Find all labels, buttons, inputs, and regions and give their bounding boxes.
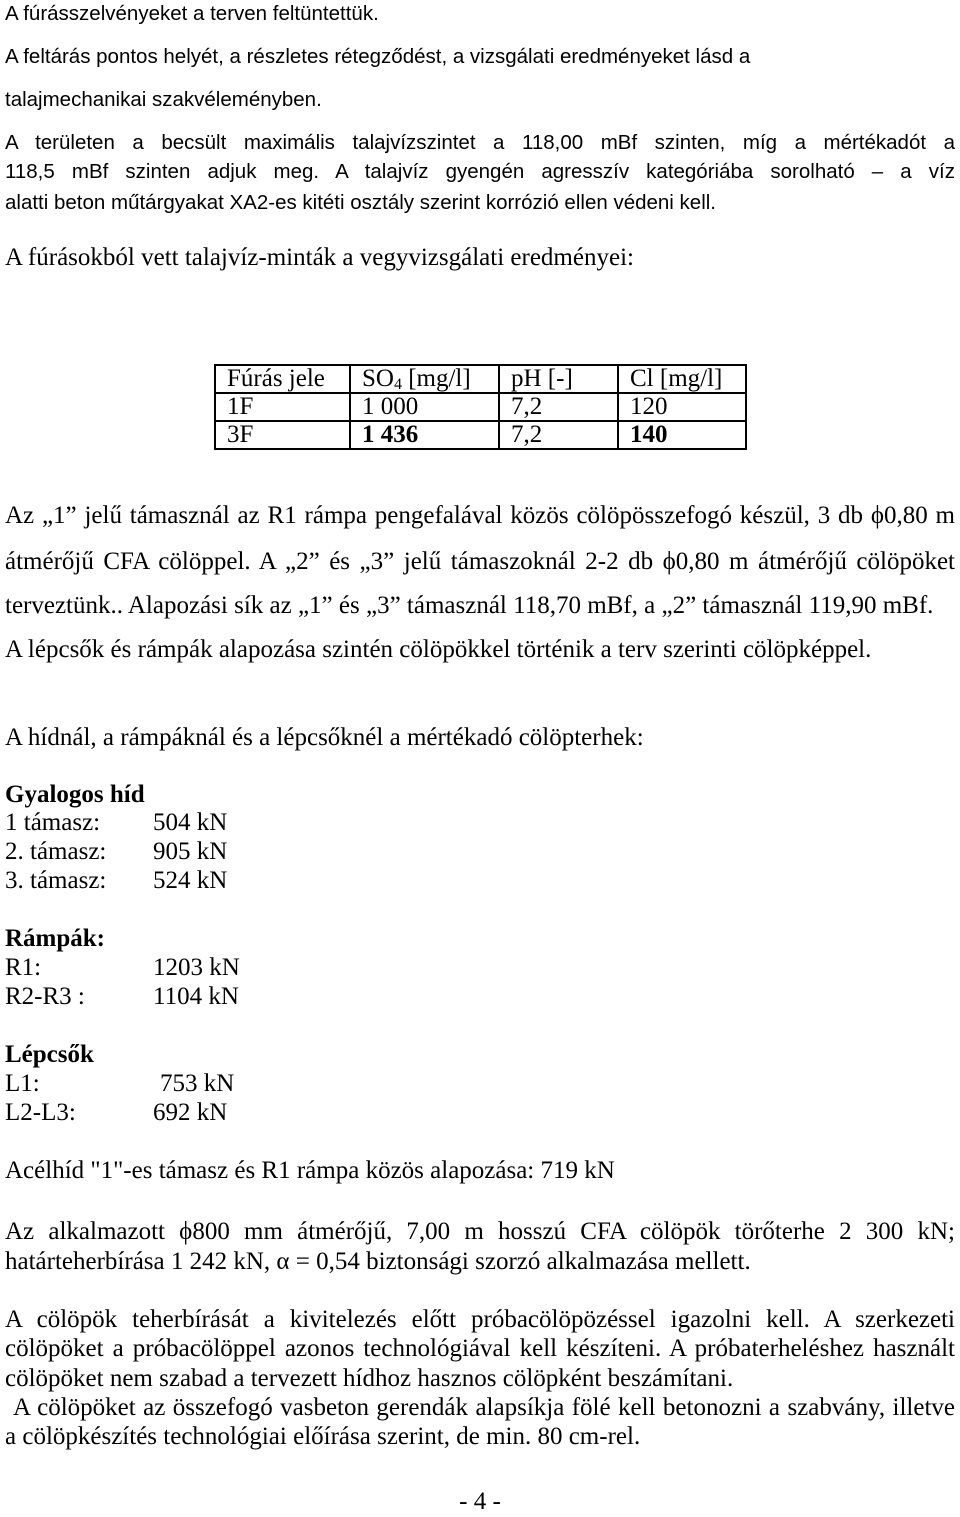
foundation-line: terveztünk.. Alapozási sík az „1” és „3” támasznál 118,70 mBf, a „2” támasznál 119,90 mBf. — [5, 592, 934, 619]
table-row — [215, 393, 746, 421]
foundation-line: Az „1” jelű támasznál az R1 rámpa pengefalával közös cölöpösszefogó készül, 3 db ϕ0,80 m — [5, 502, 955, 529]
cell-ph: 7,2 — [499, 421, 618, 449]
intro-line: A területen a becsült maximális talajvízszintet a 118,00 mBf szinten, míg a mértékadót a — [5, 131, 955, 154]
load-label: L2-L3: — [5, 1099, 76, 1126]
load-group-title: Lépcsők — [5, 1041, 94, 1068]
intro-line: A feltárás pontos helyét, a részletes rétegződést, a vizsgálati eredményeket lásd a — [5, 45, 751, 68]
load-group-title: Gyalogos híd — [5, 781, 145, 808]
load-label: 3. támasz: — [5, 867, 107, 894]
pile-line: Az alkalmazott ϕ800 mm átmérőjű, 7,00 m hosszú CFA cölöpök törőterhe 2 300 kN; — [5, 1218, 955, 1245]
cell-cl: 140 — [618, 421, 746, 449]
intro-line: 118,5 mBf szinten adjuk meg. A talajvíz gyengén agresszív kategóriába sorolható – a víz — [5, 160, 955, 183]
foundation-line: A lépcsők és rámpák alapozása szintén cölöpökkel történik a terv szerinti cölöpképpel. — [5, 636, 872, 663]
header-so4-unit: [mg/l] — [408, 365, 471, 392]
header-so4-symbol: SO — [362, 365, 394, 392]
load-label: R1: — [5, 954, 42, 981]
steel-bridge-load: Acélhíd "1"-es támasz és R1 rámpa közös alapozása: 719 kN — [5, 1157, 615, 1184]
load-value: 524 kN — [153, 867, 228, 894]
intro-line: alatti beton műtárgyakat XA2-es kitéti osztály szerint korrózió ellen védeni kell. — [5, 191, 717, 214]
cell-boring: 3F — [215, 421, 350, 449]
load-value: 1203 kN — [153, 954, 240, 981]
table-row — [215, 421, 746, 449]
load-group-title: Rámpák: — [5, 925, 106, 952]
header-so4 — [350, 365, 499, 393]
intro-line: A fúrásszelvényeket a terven feltüntettük. — [5, 2, 379, 25]
testing-line: A cölöpök teherbírását a kivitelezés előtt próbacölöpözéssel igazolni kell. A szerkezeti — [5, 1306, 955, 1333]
header-boring: Fúrás jele — [215, 365, 350, 393]
load-label: L1: — [5, 1070, 40, 1097]
testing-line: A cölöpöket az összefogó vasbeton gerendák alapsíkja fölé kell betonozni a szabvány, illetve — [13, 1394, 955, 1421]
cell-ph: 7,2 — [499, 393, 618, 421]
load-label: 2. támasz: — [5, 838, 107, 865]
header-cl: Cl [mg/l] — [618, 365, 746, 393]
load-value: 504 kN — [153, 809, 228, 836]
load-label: R2-R3 : — [5, 983, 85, 1010]
load-value: 905 kN — [153, 838, 228, 865]
testing-line: cölöpöket a próbacölöppel azonos technológiával kell készíteni. A próbaterheléshez használt — [5, 1335, 955, 1362]
water-analysis-intro: A fúrásokból vett talajvíz-minták a vegyvizsgálati eredményei: — [5, 244, 634, 271]
load-value: 753 kN — [160, 1070, 235, 1097]
pile-line: határteherbírása 1 242 kN, α = 0,54 biztonsági szorzó alkalmazása mellett. — [5, 1248, 751, 1275]
foundation-line: átmérőjű CFA cölöppel. A „2” és „3” jelű támaszoknál 2-2 db ϕ0,80 m átmérőjű cölöpöket — [5, 548, 955, 575]
cell-cl: 120 — [618, 393, 746, 421]
load-value: 1104 kN — [153, 983, 239, 1010]
testing-line: a cölöpkészítés technológiai előírása szerint, de min. 80 cm-rel. — [5, 1423, 641, 1450]
load-value: 692 kN — [153, 1099, 228, 1126]
cell-so4: 1 000 — [350, 393, 499, 421]
header-so4-subscript: 4 — [393, 376, 402, 393]
intro-line: talajmechanikai szakvéleményben. — [5, 88, 322, 111]
loads-intro: A hídnál, a rámpáknál és a lépcsőknél a mértékadó cölöpterhek: — [5, 724, 644, 751]
header-ph: pH [-] — [499, 365, 618, 393]
load-label: 1 támasz: — [5, 809, 101, 836]
cell-boring: 1F — [215, 393, 350, 421]
table-header-row — [215, 365, 746, 393]
water-analysis-table — [214, 364, 747, 450]
cell-so4: 1 436 — [350, 421, 499, 449]
testing-line: cölöpöket nem szabad a tervezett hídhoz hasznos cölöpként beszámítani. — [5, 1365, 734, 1392]
page-number: - 4 - — [459, 1488, 501, 1515]
